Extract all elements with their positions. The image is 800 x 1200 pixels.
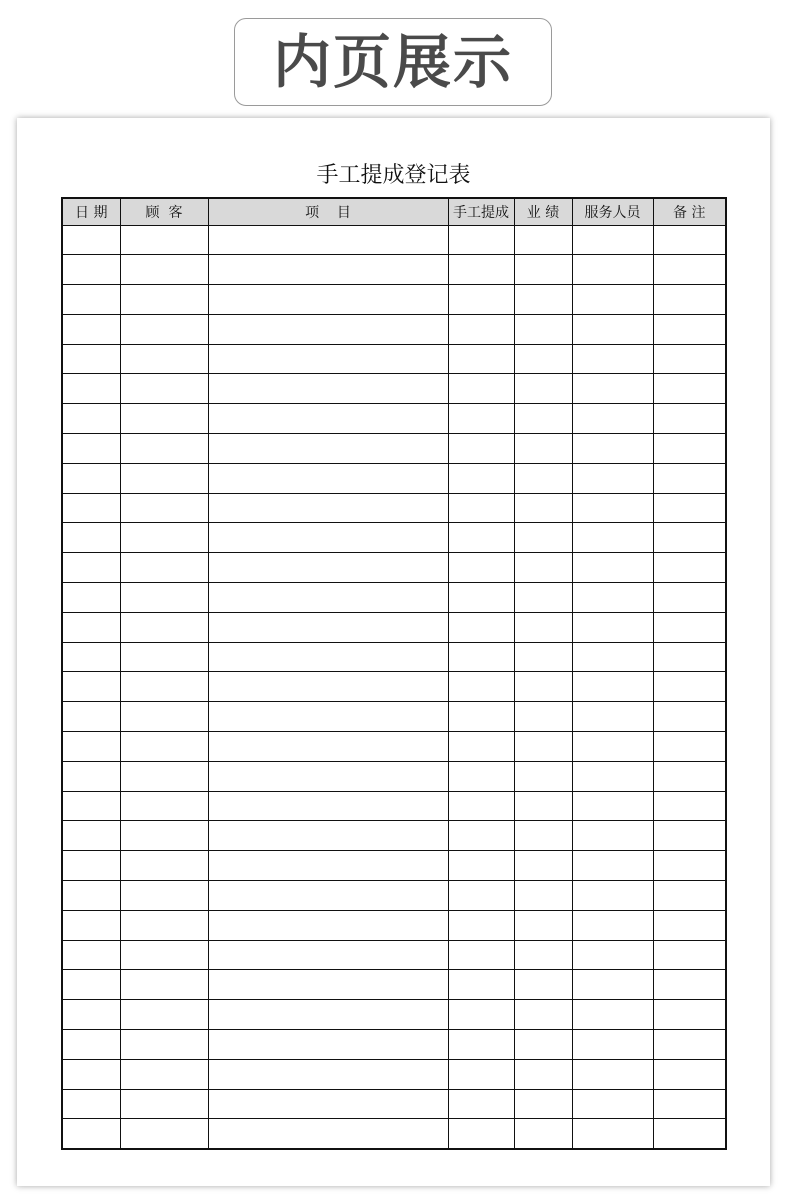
table-cell [514, 672, 572, 702]
table-cell [208, 344, 448, 374]
column-header-commission: 手工提成 [448, 198, 514, 225]
table-cell [514, 463, 572, 493]
table-cell [448, 851, 514, 881]
table-row [62, 553, 726, 583]
table-cell [572, 553, 653, 583]
table-cell [514, 493, 572, 523]
table-cell [572, 910, 653, 940]
table-row [62, 821, 726, 851]
table-cell [653, 404, 726, 434]
table-cell [208, 881, 448, 911]
table-cell [208, 314, 448, 344]
table-cell [448, 314, 514, 344]
table-row [62, 672, 726, 702]
table-cell [514, 344, 572, 374]
table-cell [448, 344, 514, 374]
table-cell [653, 344, 726, 374]
table-cell [514, 642, 572, 672]
table-cell [653, 612, 726, 642]
table-cell [448, 493, 514, 523]
table-cell [448, 1000, 514, 1030]
table-cell [62, 374, 120, 404]
table-body [62, 225, 726, 1149]
table-cell [653, 225, 726, 255]
table-cell [208, 255, 448, 285]
table-cell [448, 672, 514, 702]
table-cell [208, 612, 448, 642]
table-cell [208, 1030, 448, 1060]
table-cell [572, 702, 653, 732]
banner-title: 内页展示 [272, 28, 513, 96]
table-cell [62, 404, 120, 434]
table-cell [514, 821, 572, 851]
table-cell [62, 732, 120, 762]
column-header-date: 日 期 [62, 198, 120, 225]
column-header-item: 项 目 [208, 198, 448, 225]
table-cell [572, 1059, 653, 1089]
table-cell [120, 761, 208, 791]
table-cell [572, 434, 653, 464]
table-cell [514, 761, 572, 791]
table-cell [120, 374, 208, 404]
table-cell [448, 940, 514, 970]
column-header-remarks: 备 注 [653, 198, 726, 225]
table-cell [514, 791, 572, 821]
table-cell [448, 821, 514, 851]
table-cell [448, 881, 514, 911]
table-cell [514, 523, 572, 553]
table-cell [653, 1119, 726, 1149]
table-cell [208, 791, 448, 821]
table-row [62, 881, 726, 911]
table-cell [62, 1000, 120, 1030]
table-row [62, 374, 726, 404]
table-cell [62, 940, 120, 970]
table-cell [448, 1119, 514, 1149]
table-cell [62, 463, 120, 493]
table-cell [653, 672, 726, 702]
table-row [62, 851, 726, 881]
column-header-staff: 服务人员 [572, 198, 653, 225]
table-cell [448, 553, 514, 583]
table-cell [448, 791, 514, 821]
table-cell [572, 1089, 653, 1119]
table-cell [448, 702, 514, 732]
table-header-row [62, 198, 726, 225]
table-cell [448, 583, 514, 613]
table-cell [572, 404, 653, 434]
table-cell [120, 1030, 208, 1060]
table-cell [120, 1059, 208, 1089]
table-cell [120, 732, 208, 762]
table-cell [572, 255, 653, 285]
table-cell [448, 463, 514, 493]
table-cell [62, 702, 120, 732]
table-cell [514, 851, 572, 881]
table-cell [653, 940, 726, 970]
table-cell [572, 821, 653, 851]
table-cell [653, 374, 726, 404]
table-cell [208, 523, 448, 553]
table-row [62, 910, 726, 940]
table-cell [208, 374, 448, 404]
table-cell [208, 434, 448, 464]
table-cell [572, 761, 653, 791]
table-row [62, 702, 726, 732]
table-cell [514, 434, 572, 464]
table-cell [208, 583, 448, 613]
table-cell [208, 553, 448, 583]
table-cell [514, 583, 572, 613]
table-cell [62, 493, 120, 523]
table-cell [572, 1119, 653, 1149]
table-row [62, 523, 726, 553]
table-cell [208, 225, 448, 255]
table-cell [120, 940, 208, 970]
table-cell [653, 463, 726, 493]
table-cell [653, 1000, 726, 1030]
column-header-customer: 顾 客 [120, 198, 208, 225]
table-cell [62, 761, 120, 791]
table-cell [120, 255, 208, 285]
table-cell [120, 642, 208, 672]
table-cell [653, 851, 726, 881]
table-cell [448, 761, 514, 791]
table-cell [653, 910, 726, 940]
table-cell [572, 881, 653, 911]
table-cell [62, 672, 120, 702]
table-cell [62, 255, 120, 285]
table-cell [572, 970, 653, 1000]
table-cell [208, 761, 448, 791]
table-cell [62, 1119, 120, 1149]
table-cell [653, 1089, 726, 1119]
table-row [62, 791, 726, 821]
table-row [62, 285, 726, 315]
table-cell [62, 285, 120, 315]
table-cell [653, 642, 726, 672]
table-cell [120, 344, 208, 374]
table-row [62, 940, 726, 970]
table-cell [448, 404, 514, 434]
table-cell [62, 851, 120, 881]
document-page [17, 118, 770, 1186]
table-row [62, 761, 726, 791]
table-cell [572, 374, 653, 404]
table-cell [62, 612, 120, 642]
table-cell [120, 553, 208, 583]
table-cell [62, 910, 120, 940]
table-row [62, 225, 726, 255]
table-cell [208, 851, 448, 881]
table-cell [572, 463, 653, 493]
table-cell [514, 702, 572, 732]
table-cell [572, 642, 653, 672]
table-cell [514, 553, 572, 583]
table-cell [448, 1089, 514, 1119]
table-cell [120, 910, 208, 940]
table-cell [120, 821, 208, 851]
table-cell [572, 1030, 653, 1060]
table-cell [120, 881, 208, 911]
table-cell [448, 732, 514, 762]
table-cell [653, 1030, 726, 1060]
table-cell [653, 553, 726, 583]
table-cell [572, 612, 653, 642]
table-cell [653, 583, 726, 613]
table-cell [208, 285, 448, 315]
table-cell [653, 702, 726, 732]
table-cell [120, 404, 208, 434]
table-cell [208, 702, 448, 732]
table-cell [448, 910, 514, 940]
table-cell [62, 314, 120, 344]
table-cell [514, 1030, 572, 1060]
table-row [62, 1119, 726, 1149]
table-cell [572, 940, 653, 970]
table-cell [208, 1000, 448, 1030]
table-cell [120, 463, 208, 493]
table-cell [514, 881, 572, 911]
table-cell [572, 672, 653, 702]
table-cell [62, 344, 120, 374]
table-cell [448, 970, 514, 1000]
table-cell [120, 851, 208, 881]
table-cell [514, 255, 572, 285]
table-cell [62, 791, 120, 821]
table-cell [208, 493, 448, 523]
table-row [62, 1030, 726, 1060]
table-row [62, 314, 726, 344]
table-cell [514, 612, 572, 642]
table-cell [62, 434, 120, 464]
table-cell [514, 1089, 572, 1119]
table-cell [653, 970, 726, 1000]
table-cell [448, 255, 514, 285]
table-cell [514, 285, 572, 315]
table-row [62, 493, 726, 523]
table-cell [653, 314, 726, 344]
table-cell [448, 434, 514, 464]
table-cell [653, 434, 726, 464]
table-cell [62, 1030, 120, 1060]
table-cell [120, 970, 208, 1000]
table-cell [653, 881, 726, 911]
table-cell [120, 1000, 208, 1030]
table-cell [572, 583, 653, 613]
table-cell [448, 523, 514, 553]
table-cell [120, 523, 208, 553]
table-row [62, 1059, 726, 1089]
table-cell [62, 583, 120, 613]
table-row [62, 970, 726, 1000]
table-cell [572, 523, 653, 553]
table-cell [62, 642, 120, 672]
table-cell [653, 761, 726, 791]
table-cell [653, 821, 726, 851]
table-cell [514, 374, 572, 404]
document-title: 手工提成登记表 [316, 163, 471, 188]
table-cell [572, 1000, 653, 1030]
table-cell [120, 1089, 208, 1119]
table-row [62, 404, 726, 434]
table-cell [208, 1059, 448, 1089]
table-cell [448, 285, 514, 315]
table-cell [514, 1000, 572, 1030]
table-cell [448, 642, 514, 672]
table-cell [653, 523, 726, 553]
table-cell [120, 612, 208, 642]
table-cell [120, 1119, 208, 1149]
column-header-performance: 业 绩 [514, 198, 572, 225]
table-cell [448, 1030, 514, 1060]
table-cell [120, 285, 208, 315]
table-cell [448, 612, 514, 642]
table-cell [448, 1059, 514, 1089]
table-cell [572, 851, 653, 881]
table-cell [62, 1059, 120, 1089]
table-cell [514, 1059, 572, 1089]
table-cell [62, 553, 120, 583]
table-cell [120, 493, 208, 523]
table-cell [514, 940, 572, 970]
table-cell [514, 404, 572, 434]
table-cell [208, 404, 448, 434]
table-cell [572, 285, 653, 315]
table-row [62, 583, 726, 613]
table-cell [653, 791, 726, 821]
table-cell [653, 285, 726, 315]
table-cell [653, 493, 726, 523]
table-cell [208, 732, 448, 762]
table-cell [572, 225, 653, 255]
table-cell [572, 344, 653, 374]
table-cell [448, 225, 514, 255]
table-row [62, 1089, 726, 1119]
table-cell [62, 970, 120, 1000]
table-cell [514, 970, 572, 1000]
table-cell [514, 910, 572, 940]
table-cell [62, 225, 120, 255]
table-cell [572, 791, 653, 821]
table-cell [572, 732, 653, 762]
table-cell [514, 225, 572, 255]
table-cell [120, 225, 208, 255]
table-cell [514, 1119, 572, 1149]
table-cell [120, 672, 208, 702]
table-cell [120, 702, 208, 732]
table-cell [448, 374, 514, 404]
table-cell [653, 1059, 726, 1089]
table-cell [653, 255, 726, 285]
table-row [62, 463, 726, 493]
table-cell [208, 672, 448, 702]
table-row [62, 732, 726, 762]
table-row [62, 612, 726, 642]
table-cell [572, 493, 653, 523]
table-row [62, 344, 726, 374]
table-cell [62, 881, 120, 911]
table-cell [120, 314, 208, 344]
table-cell [514, 732, 572, 762]
table-cell [120, 583, 208, 613]
table-cell [653, 732, 726, 762]
table-row [62, 255, 726, 285]
table-row [62, 1000, 726, 1030]
table-cell [120, 791, 208, 821]
table-cell [208, 642, 448, 672]
table-cell [62, 1089, 120, 1119]
table-cell [120, 434, 208, 464]
table-cell [208, 1119, 448, 1149]
table-cell [208, 1089, 448, 1119]
table-cell [208, 910, 448, 940]
table-cell [62, 821, 120, 851]
table-cell [208, 970, 448, 1000]
table-cell [572, 314, 653, 344]
table-cell [514, 314, 572, 344]
table-row [62, 434, 726, 464]
table-cell [208, 940, 448, 970]
table-cell [208, 821, 448, 851]
table-cell [208, 463, 448, 493]
table-cell [62, 523, 120, 553]
preview-banner [234, 18, 552, 106]
register-table [61, 197, 727, 1150]
table-row [62, 642, 726, 672]
